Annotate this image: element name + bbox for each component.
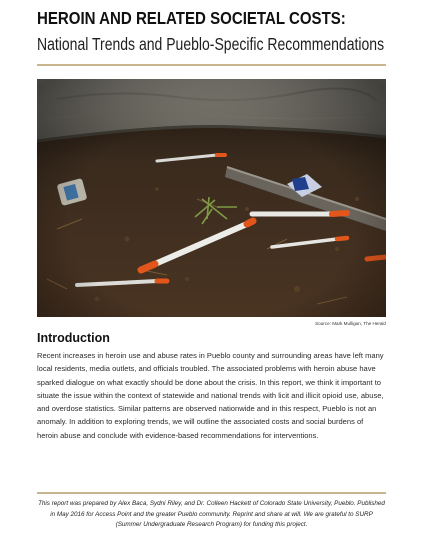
section-heading: Introduction: [37, 331, 110, 345]
title-divider: [37, 64, 386, 66]
document-subtitle: National Trends and Pueblo-Specific Recommendations: [37, 34, 385, 54]
photo-credit: Source: Mark Mulligan, The Herald: [315, 321, 386, 326]
document-title: HEROIN AND RELATED SOCIETAL COSTS:: [37, 8, 346, 28]
footer-note: This report was prepared by Alex Baca, Sydni Riley, and Dr. Colleen Hackett of Colorado State University, Pueblo. Published in May 2016 for Access Point and the greater Pueblo community. Reprint and share at will. We are grateful to SURP (Summer Undergraduate Research Program) for funding this project.: [38, 500, 385, 529]
footer-divider: [37, 492, 386, 494]
introduction-paragraph: Recent increases in heroin use and abuse rates in Pueblo county and surrounding areas have left many local residents, media outlets, and officials troubled. The associated problems with heroin abuse have sparked dialogue on what exactly should be done about the crisis. In this report, we think it important to situate the issue within the context of statewide and national trends with licit and illicit opioid use, abuse, and overdose statistics. Similar patterns are observed nationwide and in this respect, Pueblo is not an anomaly. In addition to exploring trends, we will outline the associated costs and social burdens of heroin abuse and conclude with evidence-based recommendations for interventions.: [37, 351, 384, 440]
cover-photo: [37, 79, 386, 317]
